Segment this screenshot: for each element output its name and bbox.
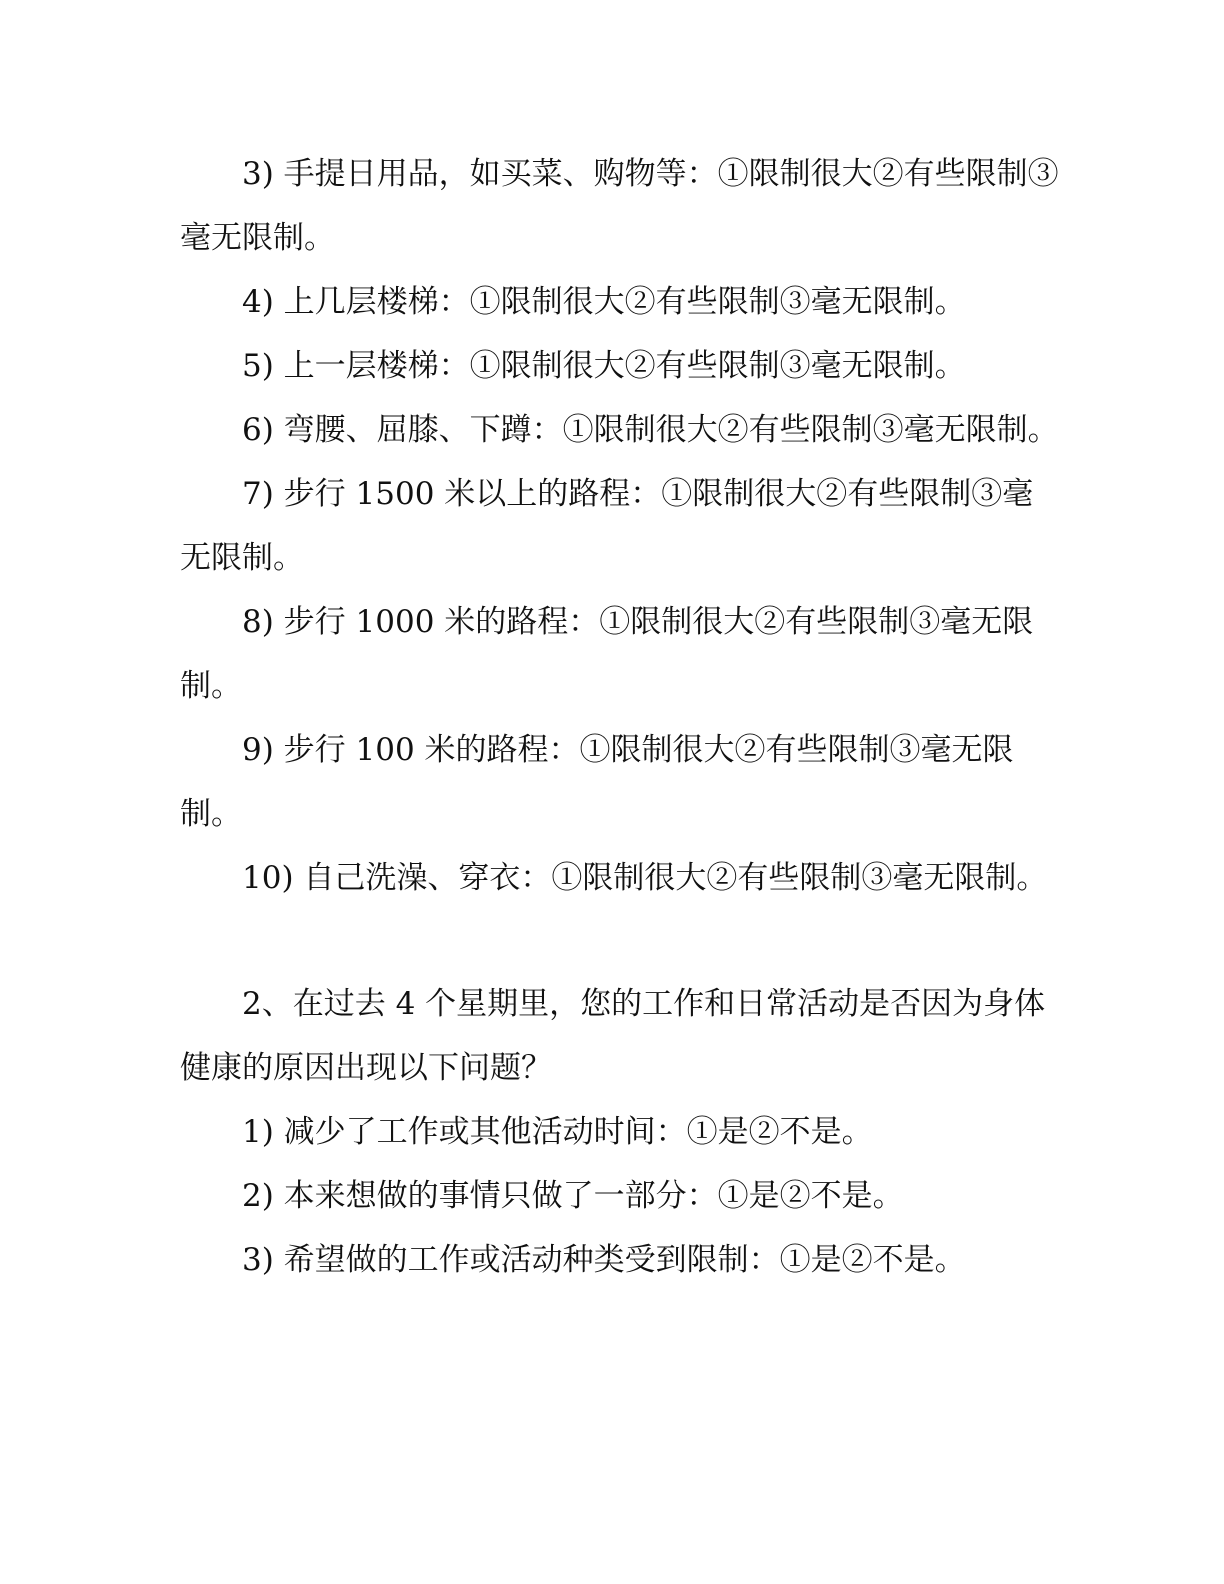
q2-item-2: 2) 本来想做的事情只做了一部分：①是②不是。 (242, 1178, 904, 1214)
section-gap (180, 910, 1060, 972)
item-7-walk-1500m: 7) 步行 1500 米以上的路程：①限制很大②有些限制③毫无限制。 (180, 476, 1034, 576)
item-9-walk-100m: 9) 步行 100 米的路程：①限制很大②有些限制③毫无限制。 (180, 732, 1014, 832)
question-2: 2、在过去 4 个星期里，您的工作和日常活动是否因为身体健康的原因出现以下问题？ (180, 986, 1046, 1086)
item-5-one-stair: 5) 上一层楼梯：①限制很大②有些限制③毫无限制。 (242, 348, 966, 384)
item-4-several-stairs: 4) 上几层楼梯：①限制很大②有些限制③毫无限制。 (242, 284, 966, 320)
item-6-bend-kneel: 6) 弯腰、屈膝、下蹲：①限制很大②有些限制③毫无限制。 (242, 412, 1059, 448)
q2-item-1: 1) 减少了工作或其他活动时间：①是②不是。 (242, 1114, 873, 1150)
document-body (180, 142, 1060, 1292)
item-3-hand-carry: 3) 手提日用品，如买菜、购物等：①限制很大②有些限制③毫无限制。 (180, 156, 1059, 256)
item-8-walk-1000m: 8) 步行 1000 米的路程：①限制很大②有些限制③毫无限制。 (180, 604, 1034, 704)
q2-item-3: 3) 希望做的工作或活动种类受到限制：①是②不是。 (242, 1242, 966, 1278)
item-10-bathe-dress: 10) 自己洗澡、穿衣：①限制很大②有些限制③毫无限制。 (242, 860, 1048, 896)
